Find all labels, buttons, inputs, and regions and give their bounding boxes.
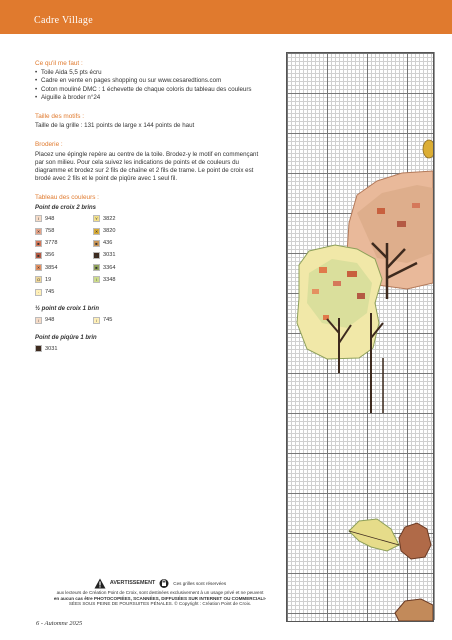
cross-stitch-color bbox=[93, 215, 151, 223]
copy-protection-icon bbox=[159, 578, 169, 589]
backstitch-title: Point de piqûre 1 brin bbox=[35, 334, 97, 341]
cross-stitch-title: Point de croix 2 brins bbox=[35, 204, 97, 211]
color-code: 3364 bbox=[103, 264, 116, 271]
materials-title: Ce qu'il me faut : bbox=[35, 60, 83, 67]
color-swatch-icon: ■ bbox=[93, 240, 100, 247]
colors-section bbox=[35, 194, 260, 353]
materials-item: • Aiguille à broder n°24 bbox=[35, 94, 260, 102]
size-section bbox=[35, 113, 260, 130]
color-code: 948 bbox=[45, 317, 55, 324]
color-swatch-icon: / bbox=[93, 317, 100, 324]
color-code: 19 bbox=[45, 276, 52, 283]
instructions-column bbox=[35, 60, 260, 364]
color-code: 3031 bbox=[45, 345, 58, 352]
header-title: Cadre Village bbox=[34, 15, 93, 26]
color-swatch-icon: ✕ bbox=[36, 265, 41, 271]
cross-stitch-color bbox=[35, 251, 93, 259]
size-text: Taille de la grille : 131 points de large x 144 points de haut bbox=[35, 122, 195, 130]
color-swatch-icon: \ bbox=[93, 276, 100, 283]
cross-stitch-color bbox=[35, 227, 93, 235]
color-code: 3031 bbox=[103, 252, 116, 259]
color-code: 436 bbox=[103, 240, 113, 247]
cross-stitch-color bbox=[35, 239, 93, 247]
materials-list bbox=[35, 69, 260, 102]
materials-section bbox=[35, 60, 260, 102]
cross-stitch-list bbox=[35, 215, 260, 296]
color-swatch-icon: · bbox=[35, 289, 42, 296]
half-stitch-title: ½ point de croix 1 brin bbox=[35, 306, 100, 313]
page-edge-bar bbox=[434, 52, 441, 620]
cross-stitch-color bbox=[93, 276, 151, 284]
color-swatch-icon: O bbox=[36, 277, 41, 283]
colors-title: Tableau des couleurs : bbox=[35, 194, 99, 202]
cross-stitch-color bbox=[35, 215, 93, 223]
color-swatch-icon: ✕ bbox=[36, 228, 41, 234]
color-code: 3820 bbox=[103, 228, 116, 235]
color-swatch-icon: Y bbox=[93, 215, 100, 222]
half-stitch-color bbox=[93, 316, 151, 324]
warning-text-4: SÉES SOUS PEINE DE POURSUITES PÉNALES. © Copyright : Création Point de Croix. bbox=[68, 601, 252, 607]
cross-stitch-color bbox=[93, 239, 151, 247]
color-swatch-icon: ■ bbox=[35, 240, 42, 247]
color-swatch-icon: / bbox=[35, 317, 42, 324]
color-swatch-icon: ■ bbox=[93, 264, 100, 271]
color-code: 3822 bbox=[103, 215, 116, 222]
size-title: Taille des motifs : bbox=[35, 113, 85, 121]
warning-head bbox=[40, 578, 280, 589]
color-code: 3348 bbox=[103, 276, 116, 283]
color-swatch-icon: — bbox=[36, 346, 41, 352]
color-code: 758 bbox=[45, 228, 55, 235]
cross-stitch-color bbox=[35, 276, 93, 284]
chart-grid bbox=[286, 52, 434, 622]
color-code: 3854 bbox=[45, 264, 58, 271]
embroidery-title: Broderie : bbox=[35, 141, 63, 149]
warning-notice bbox=[40, 578, 280, 607]
cross-stitch-color bbox=[93, 227, 151, 235]
materials-item: • Cadre en vente en pages shopping ou sur www.cesaredtions.com bbox=[35, 77, 260, 85]
cross-stitch-color bbox=[35, 264, 93, 272]
warning-text-1: Ces grilles sont réservées bbox=[173, 580, 227, 586]
color-code: 745 bbox=[45, 289, 55, 296]
half-stitch-list bbox=[35, 316, 260, 324]
warning-text-2: aux lecteurs de Création Point de Croix, sont destinées exclusivement à un usage privé et ne peuvent bbox=[56, 590, 264, 595]
color-swatch-icon: ✕ bbox=[94, 228, 99, 234]
page-footer: 6 - Automne 2025 bbox=[36, 620, 83, 627]
color-code: 3778 bbox=[45, 240, 58, 247]
backstitch-list bbox=[35, 345, 260, 353]
materials-item: • Coton mouliné DMC : 1 échevette de chaque coloris du tableau des couleurs bbox=[35, 86, 260, 94]
materials-item: • Toile Aida 5,5 pts écru bbox=[35, 69, 260, 77]
cross-stitch-color bbox=[93, 251, 151, 259]
half-stitch-color bbox=[35, 316, 93, 324]
embroidery-section bbox=[35, 141, 260, 183]
color-code: 356 bbox=[45, 252, 55, 259]
tree-motifs bbox=[287, 53, 433, 621]
color-swatch-icon: ■ bbox=[93, 252, 100, 259]
color-swatch-icon: ■ bbox=[35, 252, 42, 259]
cross-stitch-color bbox=[93, 264, 151, 272]
embroidery-text: Placez une épingle repère au centre de la toile. Brodez-y le motif en commençant par son milieu. Pour cela suivez les indications de points et de couleurs du diagramme et brodez sur 2 fils de chaîne et 2 fils de trame. Le point de croix est brodé avec 2 fils et le point de piqûre avec 1 seul fil. bbox=[35, 150, 259, 183]
backstitch-color bbox=[35, 345, 93, 353]
warning-triangle-icon bbox=[94, 578, 106, 589]
color-code: 948 bbox=[45, 215, 55, 222]
color-code: 745 bbox=[103, 317, 113, 324]
warning-label: AVERTISSEMENT bbox=[109, 579, 156, 586]
page-header bbox=[0, 0, 452, 34]
cross-stitch-color bbox=[35, 288, 93, 296]
warning-text-3: en aucun cas être PHOTOCOPIÉES, SCANNÉES, DIFFUSÉES SUR INTERNET OU COMMERCIALI- bbox=[53, 595, 267, 601]
color-swatch-icon: I bbox=[35, 215, 42, 222]
